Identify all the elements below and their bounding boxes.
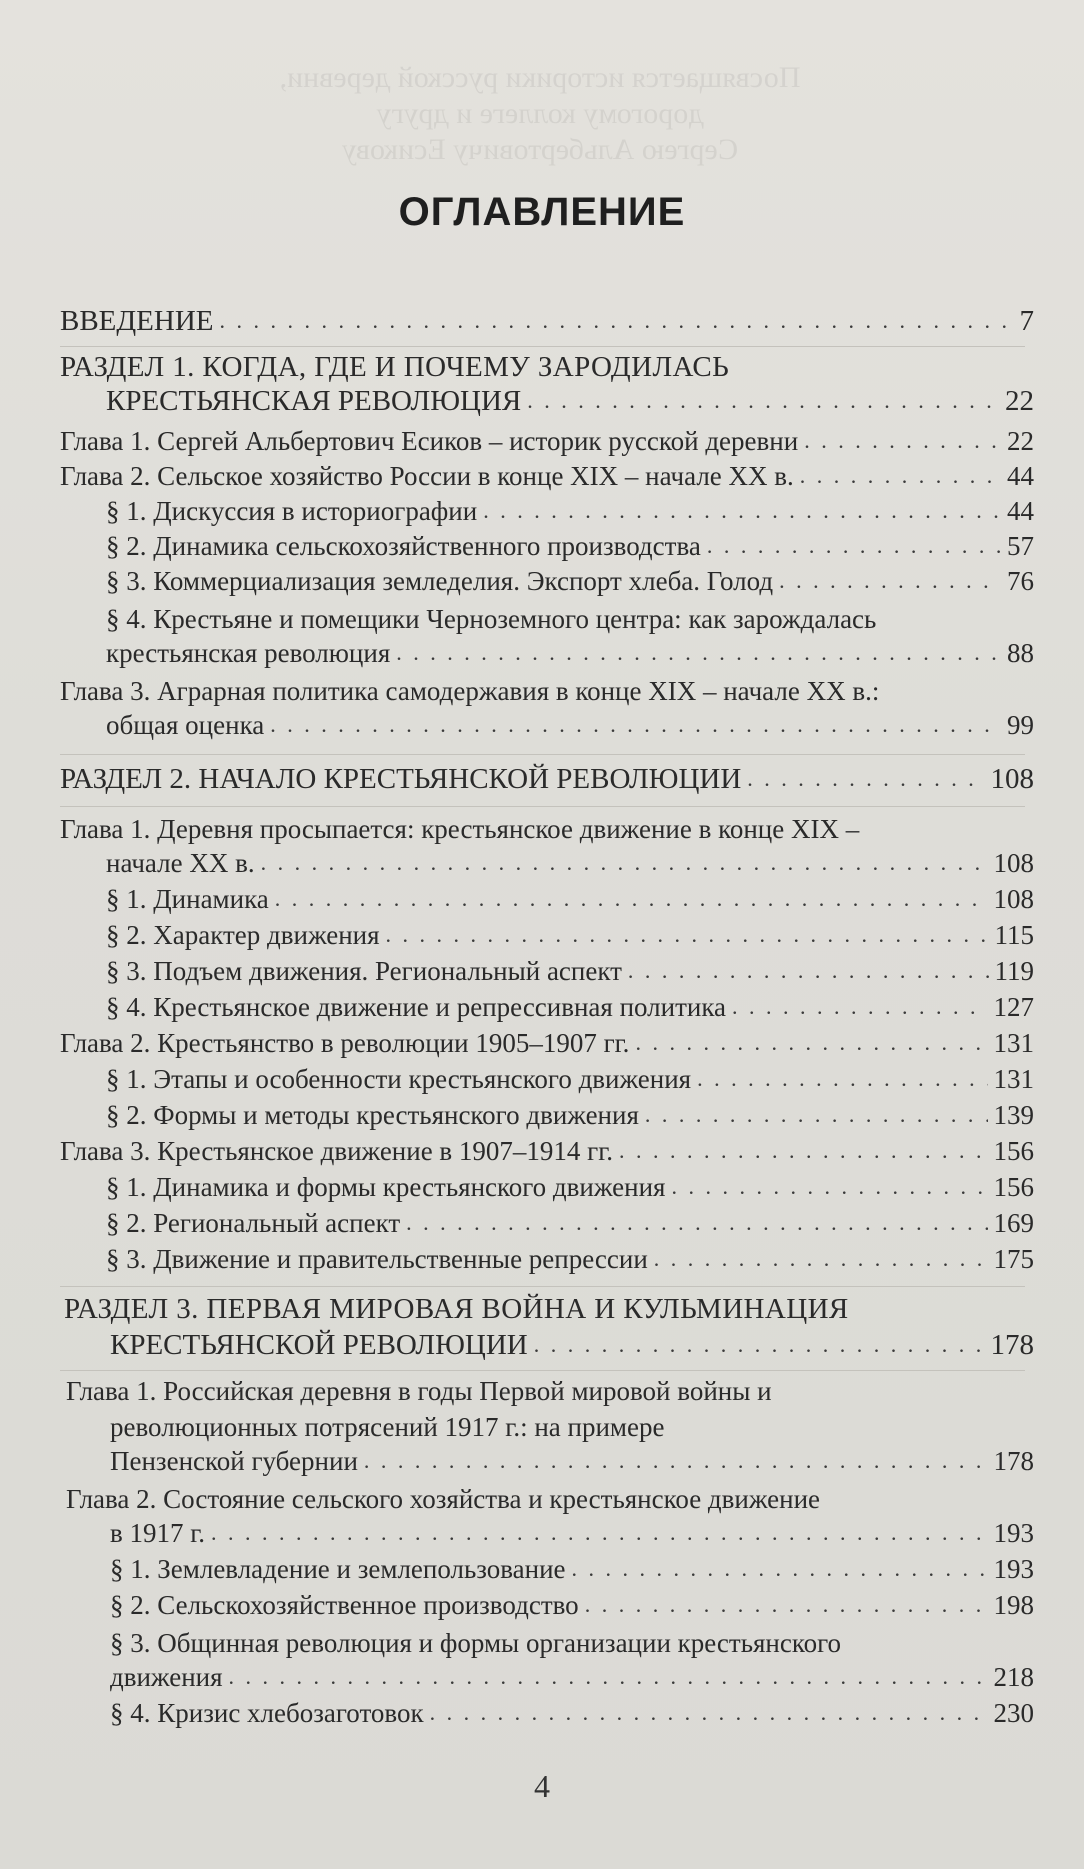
leader-dots [229, 1660, 988, 1694]
toc-paragraph [106, 529, 1034, 563]
toc-entry-introduction [60, 304, 1034, 338]
section-divider [60, 346, 1025, 347]
entry-label: Глава 2. Сельское хозяйство России в конце XIX – начале XX в. [60, 461, 794, 491]
entry-label: КРЕСТЬЯНСКАЯ РЕВОЛЮЦИЯ [106, 385, 522, 417]
page-number: 76 [1007, 566, 1034, 596]
toc-paragraph [110, 1552, 1034, 1586]
entry-label: § 4. Крестьянское движение и репрессивная политика [106, 992, 727, 1022]
page-number: 131 [993, 1064, 1034, 1094]
section-divider [60, 806, 1025, 807]
leader-dots [211, 1516, 987, 1550]
leader-dots [645, 1098, 988, 1132]
toc-section-3-line1: РАЗДЕЛ 3. ПЕРВАЯ МИРОВАЯ ВОЙНА И КУЛЬМИНАЦИЯ [64, 1293, 849, 1325]
toc-paragraph [110, 1696, 1034, 1730]
leader-dots [364, 1444, 988, 1478]
entry-label: ВВЕДЕНИЕ [60, 305, 214, 337]
toc-chapter-line1: Глава 1. Деревня просыпается: крестьянское движение в конце XIX – [60, 814, 860, 844]
page-number: 7 [1019, 305, 1034, 337]
entry-label: § 3. Подъем движения. Региональный аспект [106, 956, 622, 986]
entry-label: Глава 1. Сергей Альбертович Есиков – историк русской деревни [60, 426, 799, 456]
bleed-line: Посвящается историки русской деревни, [279, 61, 801, 94]
page-number: 131 [993, 1028, 1034, 1058]
page-folio: 4 [534, 1768, 550, 1804]
leader-dots [406, 1206, 987, 1240]
page-number: 22 [1007, 426, 1034, 456]
page-number: 178 [993, 1446, 1034, 1476]
leader-dots [732, 990, 987, 1024]
toc-chapter-line1: Глава 2. Состояние сельского хозяйства и крестьянское движение [66, 1484, 821, 1514]
entry-label: крестьянская революция [106, 638, 391, 668]
entry-label: § 1. Землевладение и землепользование [110, 1554, 566, 1584]
toc-paragraph [106, 1062, 1034, 1096]
toc-paragraph [106, 636, 1034, 670]
leader-dots [671, 1170, 987, 1204]
toc-paragraph [106, 1098, 1034, 1132]
section-divider [60, 1286, 1025, 1287]
entry-label: § 1. Динамика [106, 884, 269, 914]
toc-chapter [60, 459, 1034, 493]
toc-paragraph [106, 564, 1034, 598]
toc-paragraph [106, 1170, 1034, 1204]
bleed-line: дорогому коллеге и другу [376, 97, 704, 130]
leader-dots [707, 529, 1001, 563]
entry-label: § 2. Сельскохозяйственное производство [110, 1590, 579, 1620]
toc-paragraph [106, 882, 1034, 916]
entry-label: § 2. Динамика сельскохозяйственного производства [106, 531, 701, 561]
leader-dots [779, 564, 1001, 598]
leader-dots [534, 1328, 985, 1362]
toc-paragraph [110, 1588, 1034, 1622]
leader-dots [483, 494, 1001, 528]
page-number: 44 [1007, 461, 1034, 491]
leader-dots [220, 304, 1014, 338]
page-number: 218 [993, 1662, 1034, 1692]
entry-label: Пензенской губернии [110, 1446, 358, 1476]
page-title: ОГЛАВЛЕНИЕ [398, 190, 686, 234]
entry-label: общая оценка [106, 710, 265, 740]
entry-label: § 1. Этапы и особенности крестьянского движения [106, 1064, 692, 1094]
toc-chapter [106, 708, 1034, 742]
leader-dots [270, 708, 1001, 742]
leader-dots [275, 882, 988, 916]
toc-section-2 [60, 762, 1034, 796]
page-number: 193 [993, 1554, 1034, 1584]
entry-label: § 1. Динамика и формы крестьянского движения [106, 1172, 666, 1202]
toc-paragraph [106, 494, 1034, 528]
page-number: 115 [994, 920, 1034, 950]
section-divider [60, 1370, 1025, 1371]
page-number: 108 [990, 763, 1034, 795]
toc-paragraph [106, 1242, 1034, 1276]
page-number: 139 [993, 1100, 1034, 1130]
entry-label: § 2. Формы и методы крестьянского движения [106, 1100, 639, 1130]
bleed-line: Сергею Альбертовичу Есикову [341, 133, 739, 166]
leader-dots [261, 846, 988, 880]
page-number: 108 [993, 848, 1034, 878]
section-divider [60, 754, 1025, 755]
page-number: 230 [993, 1698, 1034, 1728]
page-number: 119 [994, 956, 1034, 986]
entry-label: КРЕСТЬЯНСКОЙ РЕВОЛЮЦИИ [110, 1329, 528, 1361]
page-number: 22 [1005, 385, 1034, 417]
leader-dots [386, 918, 989, 952]
leader-dots [396, 636, 1001, 670]
leader-dots [654, 1242, 988, 1276]
leader-dots [619, 1134, 987, 1168]
toc-paragraph [106, 954, 1034, 988]
toc-section-3 [110, 1328, 1034, 1362]
page-number: 193 [993, 1518, 1034, 1548]
toc-paragraph-line1: § 3. Общинная революция и формы организации крестьянского [110, 1628, 842, 1658]
page-number: 127 [993, 992, 1034, 1022]
leader-dots [747, 762, 984, 796]
entry-label: РАЗДЕЛ 2. НАЧАЛО КРЕСТЬЯНСКОЙ РЕВОЛЮЦИИ [60, 763, 742, 795]
entry-label: § 2. Характер движения [106, 920, 380, 950]
leader-dots [804, 424, 1001, 458]
leader-dots [628, 954, 989, 988]
toc-paragraph [106, 1206, 1034, 1240]
page-number: 156 [993, 1172, 1034, 1202]
toc-section-1 [106, 384, 1034, 418]
toc-chapter [60, 1026, 1034, 1060]
toc-chapter [110, 1444, 1034, 1478]
page-number: 108 [993, 884, 1034, 914]
entry-label: Глава 3. Крестьянское движение в 1907–1914 гг. [60, 1136, 614, 1166]
page-number: 178 [990, 1329, 1034, 1361]
toc-paragraph-line1: § 4. Крестьяне и помещики Черноземного центра: как зарождалась [106, 604, 877, 634]
toc-chapter [60, 424, 1034, 458]
entry-label: § 3. Движение и правительственные репрессии [106, 1244, 648, 1274]
entry-label: в 1917 г. [110, 1518, 206, 1548]
entry-label: § 2. Региональный аспект [106, 1208, 401, 1238]
entry-label: начале XX в. [106, 848, 255, 878]
toc-section-1-line1: РАЗДЕЛ 1. КОГДА, ГДЕ И ПОЧЕМУ ЗАРОДИЛАСЬ [60, 351, 730, 383]
page-number: 169 [993, 1208, 1034, 1238]
toc-chapter [60, 1134, 1034, 1168]
leader-dots [527, 384, 999, 418]
page-number: 156 [993, 1136, 1034, 1166]
toc-paragraph [110, 1660, 1034, 1694]
toc-chapter-line1: Глава 1. Российская деревня в годы Первой мировой войны и [66, 1376, 772, 1406]
leader-dots [585, 1588, 988, 1622]
leader-dots [697, 1062, 987, 1096]
toc-chapter-line1: Глава 3. Аграрная политика самодержавия в конце XIX – начале XX в.: [60, 676, 880, 706]
toc-paragraph [106, 918, 1034, 952]
toc-chapter-line2: революционных потрясений 1917 г.: на примере [110, 1412, 665, 1442]
page-number: 198 [993, 1590, 1034, 1620]
toc-paragraph [106, 990, 1034, 1024]
entry-label: § 4. Кризис хлебозаготовок [110, 1698, 424, 1728]
toc-chapter [110, 1516, 1034, 1550]
page-number: 88 [1007, 638, 1034, 668]
entry-label: движения [110, 1662, 223, 1692]
page-number: 44 [1007, 496, 1034, 526]
page-number: 99 [1007, 710, 1034, 740]
leader-dots [800, 459, 1001, 493]
entry-label: § 3. Коммерциализация земледелия. Экспорт хлеба. Голод [106, 566, 774, 596]
leader-dots [572, 1552, 988, 1586]
leader-dots [430, 1696, 988, 1730]
toc-chapter [106, 846, 1034, 880]
page-number: 175 [993, 1244, 1034, 1274]
entry-label: § 1. Дискуссия в историографии [106, 496, 478, 526]
page-number: 57 [1007, 531, 1034, 561]
entry-label: Глава 2. Крестьянство в революции 1905–1907 гг. [60, 1028, 630, 1058]
leader-dots [635, 1026, 987, 1060]
